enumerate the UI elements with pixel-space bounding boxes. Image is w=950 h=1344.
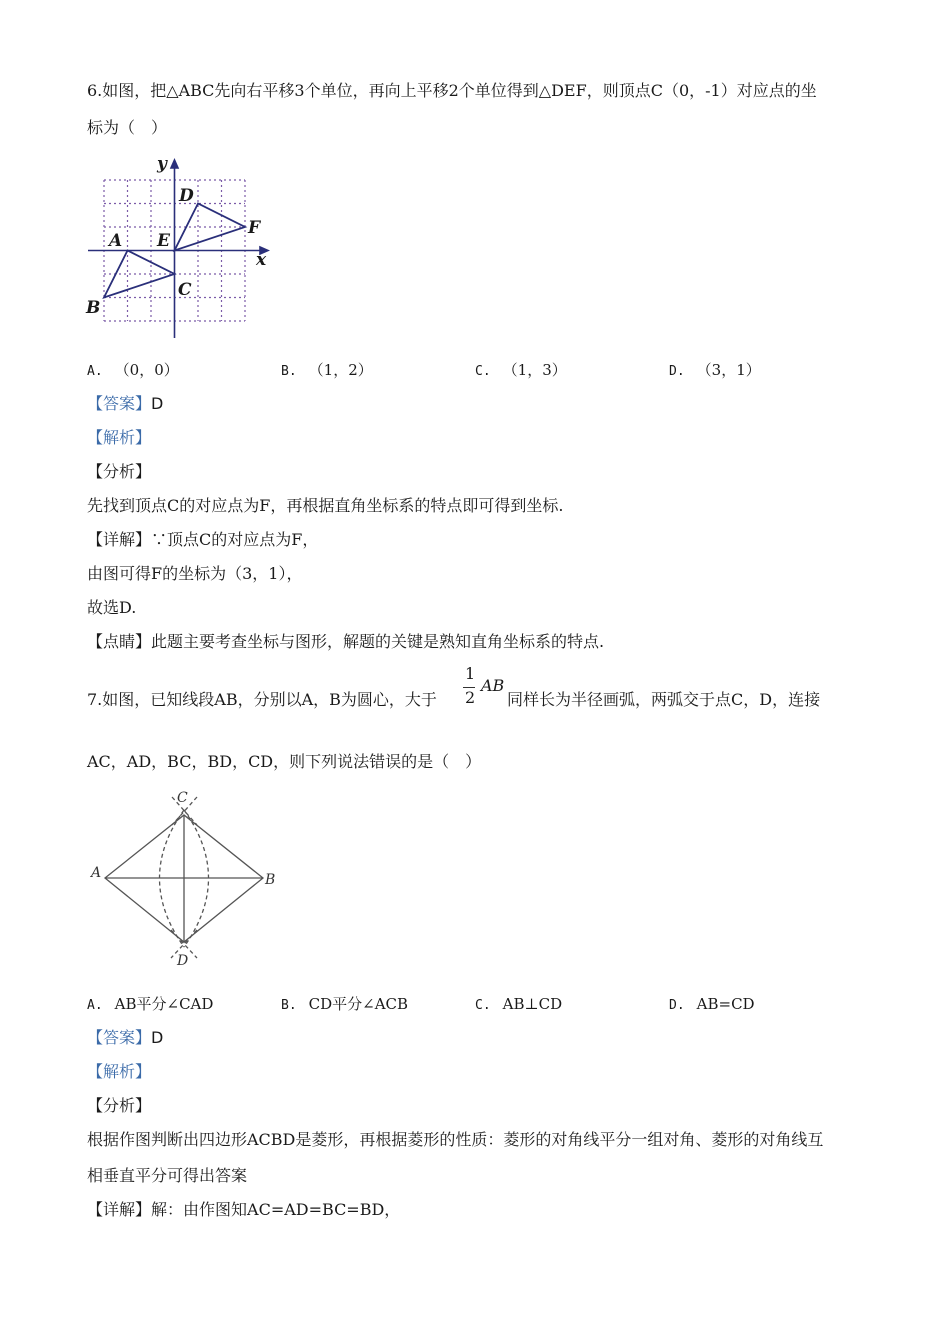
q6-option-a[interactable] bbox=[87, 360, 179, 382]
q6-dianjing-text: 此题主要考查坐标与图形，解题的关键是熟知直角坐标系的特点. bbox=[151, 632, 605, 651]
q7-label-D: D bbox=[177, 953, 189, 969]
q6-option-c-text: （1，3） bbox=[502, 361, 567, 379]
q7-option-d[interactable] bbox=[669, 994, 755, 1016]
q6-label-y: y bbox=[157, 154, 167, 174]
q6-label-B: B bbox=[86, 298, 101, 318]
q6-xiangjie-text1: ∵顶点C的对应点为F， bbox=[151, 530, 319, 549]
q6-jiexi-label: 【解析】 bbox=[87, 428, 152, 447]
q6-option-b-text: （1，2） bbox=[308, 361, 373, 379]
q7-stem-line1-a: 7.如图，已知线段AB，分别以A，B为圆心，大于 bbox=[87, 690, 437, 709]
q7-option-a-key: A. bbox=[87, 998, 103, 1013]
q6-option-d-key: D. bbox=[669, 364, 685, 379]
q7-fraction-numerator: 1 bbox=[465, 664, 476, 683]
q6-stem-line2: 标为（ ） bbox=[87, 118, 168, 137]
q7-stem-line1-b: 同样长为半径画弧，两弧交于点C，D，连接 bbox=[507, 690, 821, 709]
q7-option-b-text: CD平分∠ACB bbox=[308, 995, 409, 1013]
q7-answer-label: 【答案】 bbox=[87, 1028, 152, 1047]
q6-option-c[interactable] bbox=[475, 360, 567, 382]
q6-label-C: C bbox=[178, 280, 192, 300]
q7-answer-value: D bbox=[151, 1028, 164, 1047]
q7-answer bbox=[87, 1028, 163, 1048]
q7-option-c-key: C. bbox=[475, 998, 491, 1013]
q6-stem-line1: 6.如图，把△ABC先向右平移3个单位，再向上平移2个单位得到△DEF，则顶点C（0，-1）对应点的坐 bbox=[87, 81, 817, 100]
q7-xiangjie-text1: 解：由作图知AC=AD=BC=BD， bbox=[151, 1200, 401, 1219]
q7-label-A: A bbox=[91, 865, 102, 881]
q6-option-d-text: （3，1） bbox=[696, 361, 761, 379]
q7-stem-line2: AC，AD，BC，BD，CD，则下列说法错误的是（ ） bbox=[87, 752, 482, 771]
q6-option-b-key: B. bbox=[281, 364, 297, 379]
q6-answer-label: 【答案】 bbox=[87, 394, 152, 413]
q6-option-a-key: A. bbox=[87, 364, 103, 379]
q6-xiangjie-line3: 故选D. bbox=[87, 598, 137, 617]
q6-label-F: F bbox=[248, 218, 261, 238]
q6-option-d[interactable] bbox=[669, 360, 761, 382]
q7-xiangjie-line1 bbox=[87, 1200, 400, 1220]
q6-xiangjie-line1 bbox=[87, 530, 318, 550]
q7-fraction-variable: AB bbox=[481, 676, 505, 695]
q7-option-a-text: AB平分∠CAD bbox=[114, 995, 214, 1013]
q7-option-b-key: B. bbox=[281, 998, 297, 1013]
q7-option-d-text: AB=CD bbox=[696, 995, 755, 1013]
q6-fenxi-label: 【分析】 bbox=[87, 462, 152, 481]
q7-option-b[interactable] bbox=[281, 994, 408, 1016]
q6-xiangjie-label: 【详解】 bbox=[87, 530, 152, 549]
q7-fenxi-line2: 相垂直平分可得出答案 bbox=[87, 1166, 248, 1185]
q7-label-C: C bbox=[177, 790, 188, 806]
q6-option-c-key: C. bbox=[475, 364, 491, 379]
q6-label-A: A bbox=[109, 231, 123, 251]
q6-dianjing bbox=[87, 632, 604, 652]
q7-fenxi-label: 【分析】 bbox=[87, 1096, 152, 1115]
q6-label-D: D bbox=[179, 186, 194, 206]
q6-answer-value: D bbox=[151, 394, 164, 413]
q7-label-B: B bbox=[265, 872, 276, 888]
q7-option-c-text: AB⊥CD bbox=[502, 995, 563, 1013]
q7-rhombus-figure bbox=[85, 785, 285, 970]
q7-xiangjie-label: 【详解】 bbox=[87, 1200, 152, 1219]
q6-fenxi-text: 先找到顶点C的对应点为F，再根据直角坐标系的特点即可得到坐标. bbox=[87, 496, 564, 515]
q6-label-E: E bbox=[157, 231, 170, 251]
q7-option-a[interactable] bbox=[87, 994, 213, 1016]
q7-option-c[interactable] bbox=[475, 994, 562, 1016]
q6-xiangjie-line2: 由图可得F的坐标为（3，1）， bbox=[87, 564, 303, 583]
q6-coordinate-figure bbox=[80, 150, 280, 345]
q6-option-b[interactable] bbox=[281, 360, 373, 382]
q6-dianjing-label: 【点睛】 bbox=[87, 632, 152, 651]
q7-jiexi-label: 【解析】 bbox=[87, 1062, 152, 1081]
q6-option-a-text: （0，0） bbox=[114, 361, 179, 379]
q6-answer bbox=[87, 394, 163, 414]
q7-fraction-denominator: 2 bbox=[465, 688, 476, 707]
q7-option-d-key: D. bbox=[669, 998, 685, 1013]
q7-fenxi-line1: 根据作图判断出四边形ACBD是菱形，再根据菱形的性质：菱形的对角线平分一组对角、菱形的对角线互 bbox=[87, 1130, 824, 1149]
q6-label-x: x bbox=[256, 250, 267, 270]
